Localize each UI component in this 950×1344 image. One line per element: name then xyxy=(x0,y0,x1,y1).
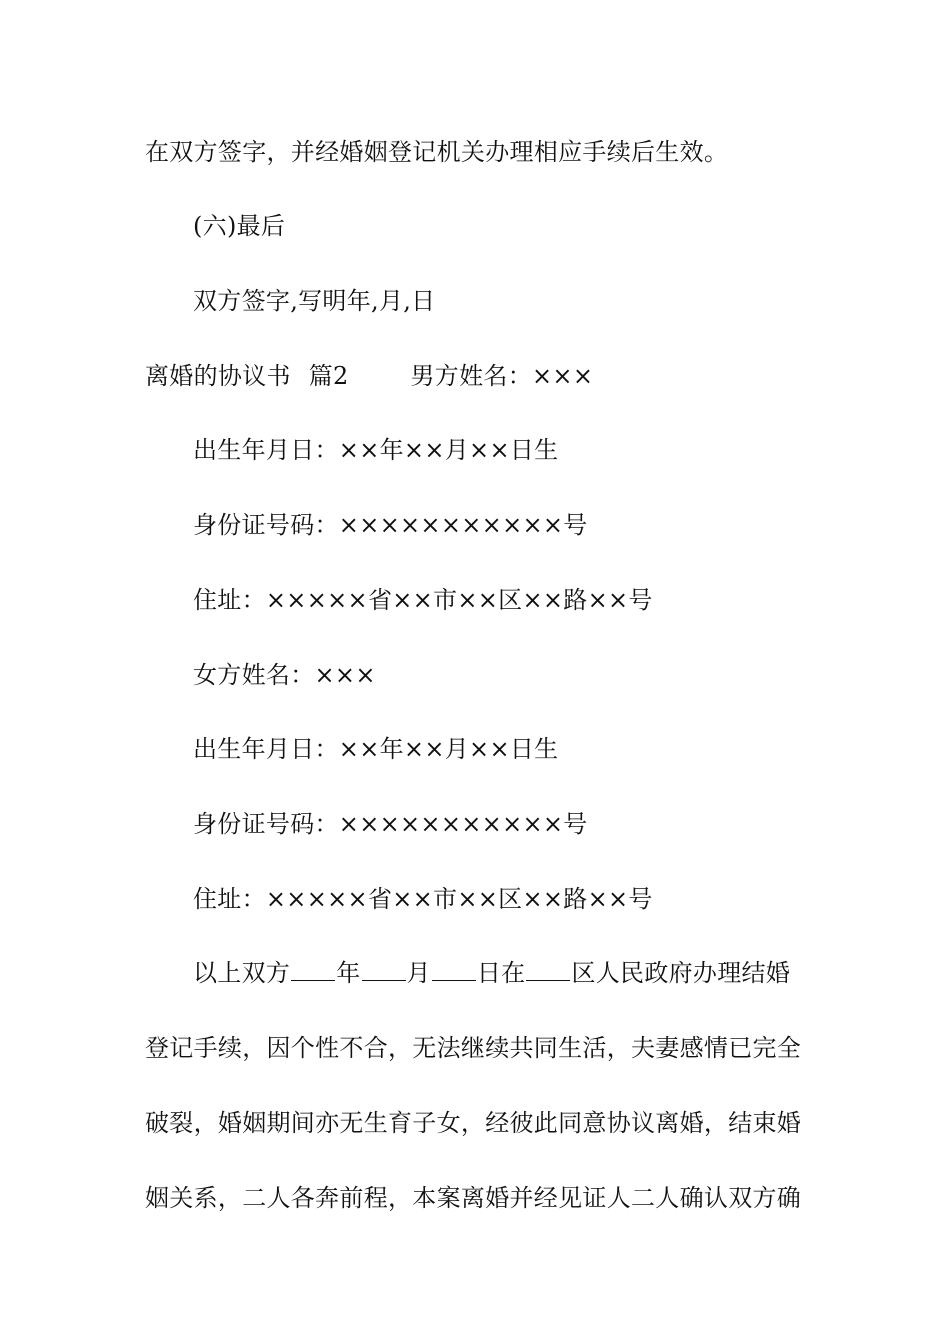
blank-district xyxy=(526,958,570,981)
article-label: 篇2 xyxy=(308,362,349,390)
paragraph-line: 在双方签字，并经婚姻登记机关办理相应手续后生效。 xyxy=(145,138,729,166)
woman-address: 住址：×××××省××市××区××路××号 xyxy=(193,885,653,913)
text-segment: 月 xyxy=(406,959,431,987)
text-segment: 区人民政府办理结婚 xyxy=(571,959,791,987)
blank-year xyxy=(291,958,335,981)
document-title-line xyxy=(145,360,815,392)
document-title: 离婚的协议书 xyxy=(145,362,291,390)
text-segment: 日在 xyxy=(476,959,526,987)
paragraph-line: 破裂，婚姻期间亦无生育子女，经彼此同意协议离婚，结束婚 xyxy=(145,1109,802,1137)
man-name: 男方姓名：××× xyxy=(410,362,594,390)
man-birth: 出生年月日：××年××月××日生 xyxy=(193,436,559,464)
signature-note: 双方签字,写明年,月,日 xyxy=(193,287,436,315)
blank-month xyxy=(362,958,406,981)
paragraph-line: 登记手续，因个性不合，无法继续共同生活，夫妻感情已完全 xyxy=(145,1034,802,1062)
woman-name: 女方姓名：××× xyxy=(193,661,376,689)
paragraph-line: 姻关系，二人各奔前程，本案离婚并经见证人二人确认双方确 xyxy=(145,1184,802,1212)
man-address: 住址：×××××省××市××区××路××号 xyxy=(193,586,653,614)
section-heading: (六)最后 xyxy=(193,212,286,240)
text-segment: 以上双方 xyxy=(193,959,291,987)
marriage-paragraph-line xyxy=(193,957,863,989)
blank-day xyxy=(432,958,476,981)
woman-id: 身份证号码：×××××××××××号 xyxy=(193,810,588,838)
woman-birth: 出生年月日：××年××月××日生 xyxy=(193,735,559,763)
text-segment: 年 xyxy=(336,959,361,987)
man-id: 身份证号码：×××××××××××号 xyxy=(193,511,588,539)
